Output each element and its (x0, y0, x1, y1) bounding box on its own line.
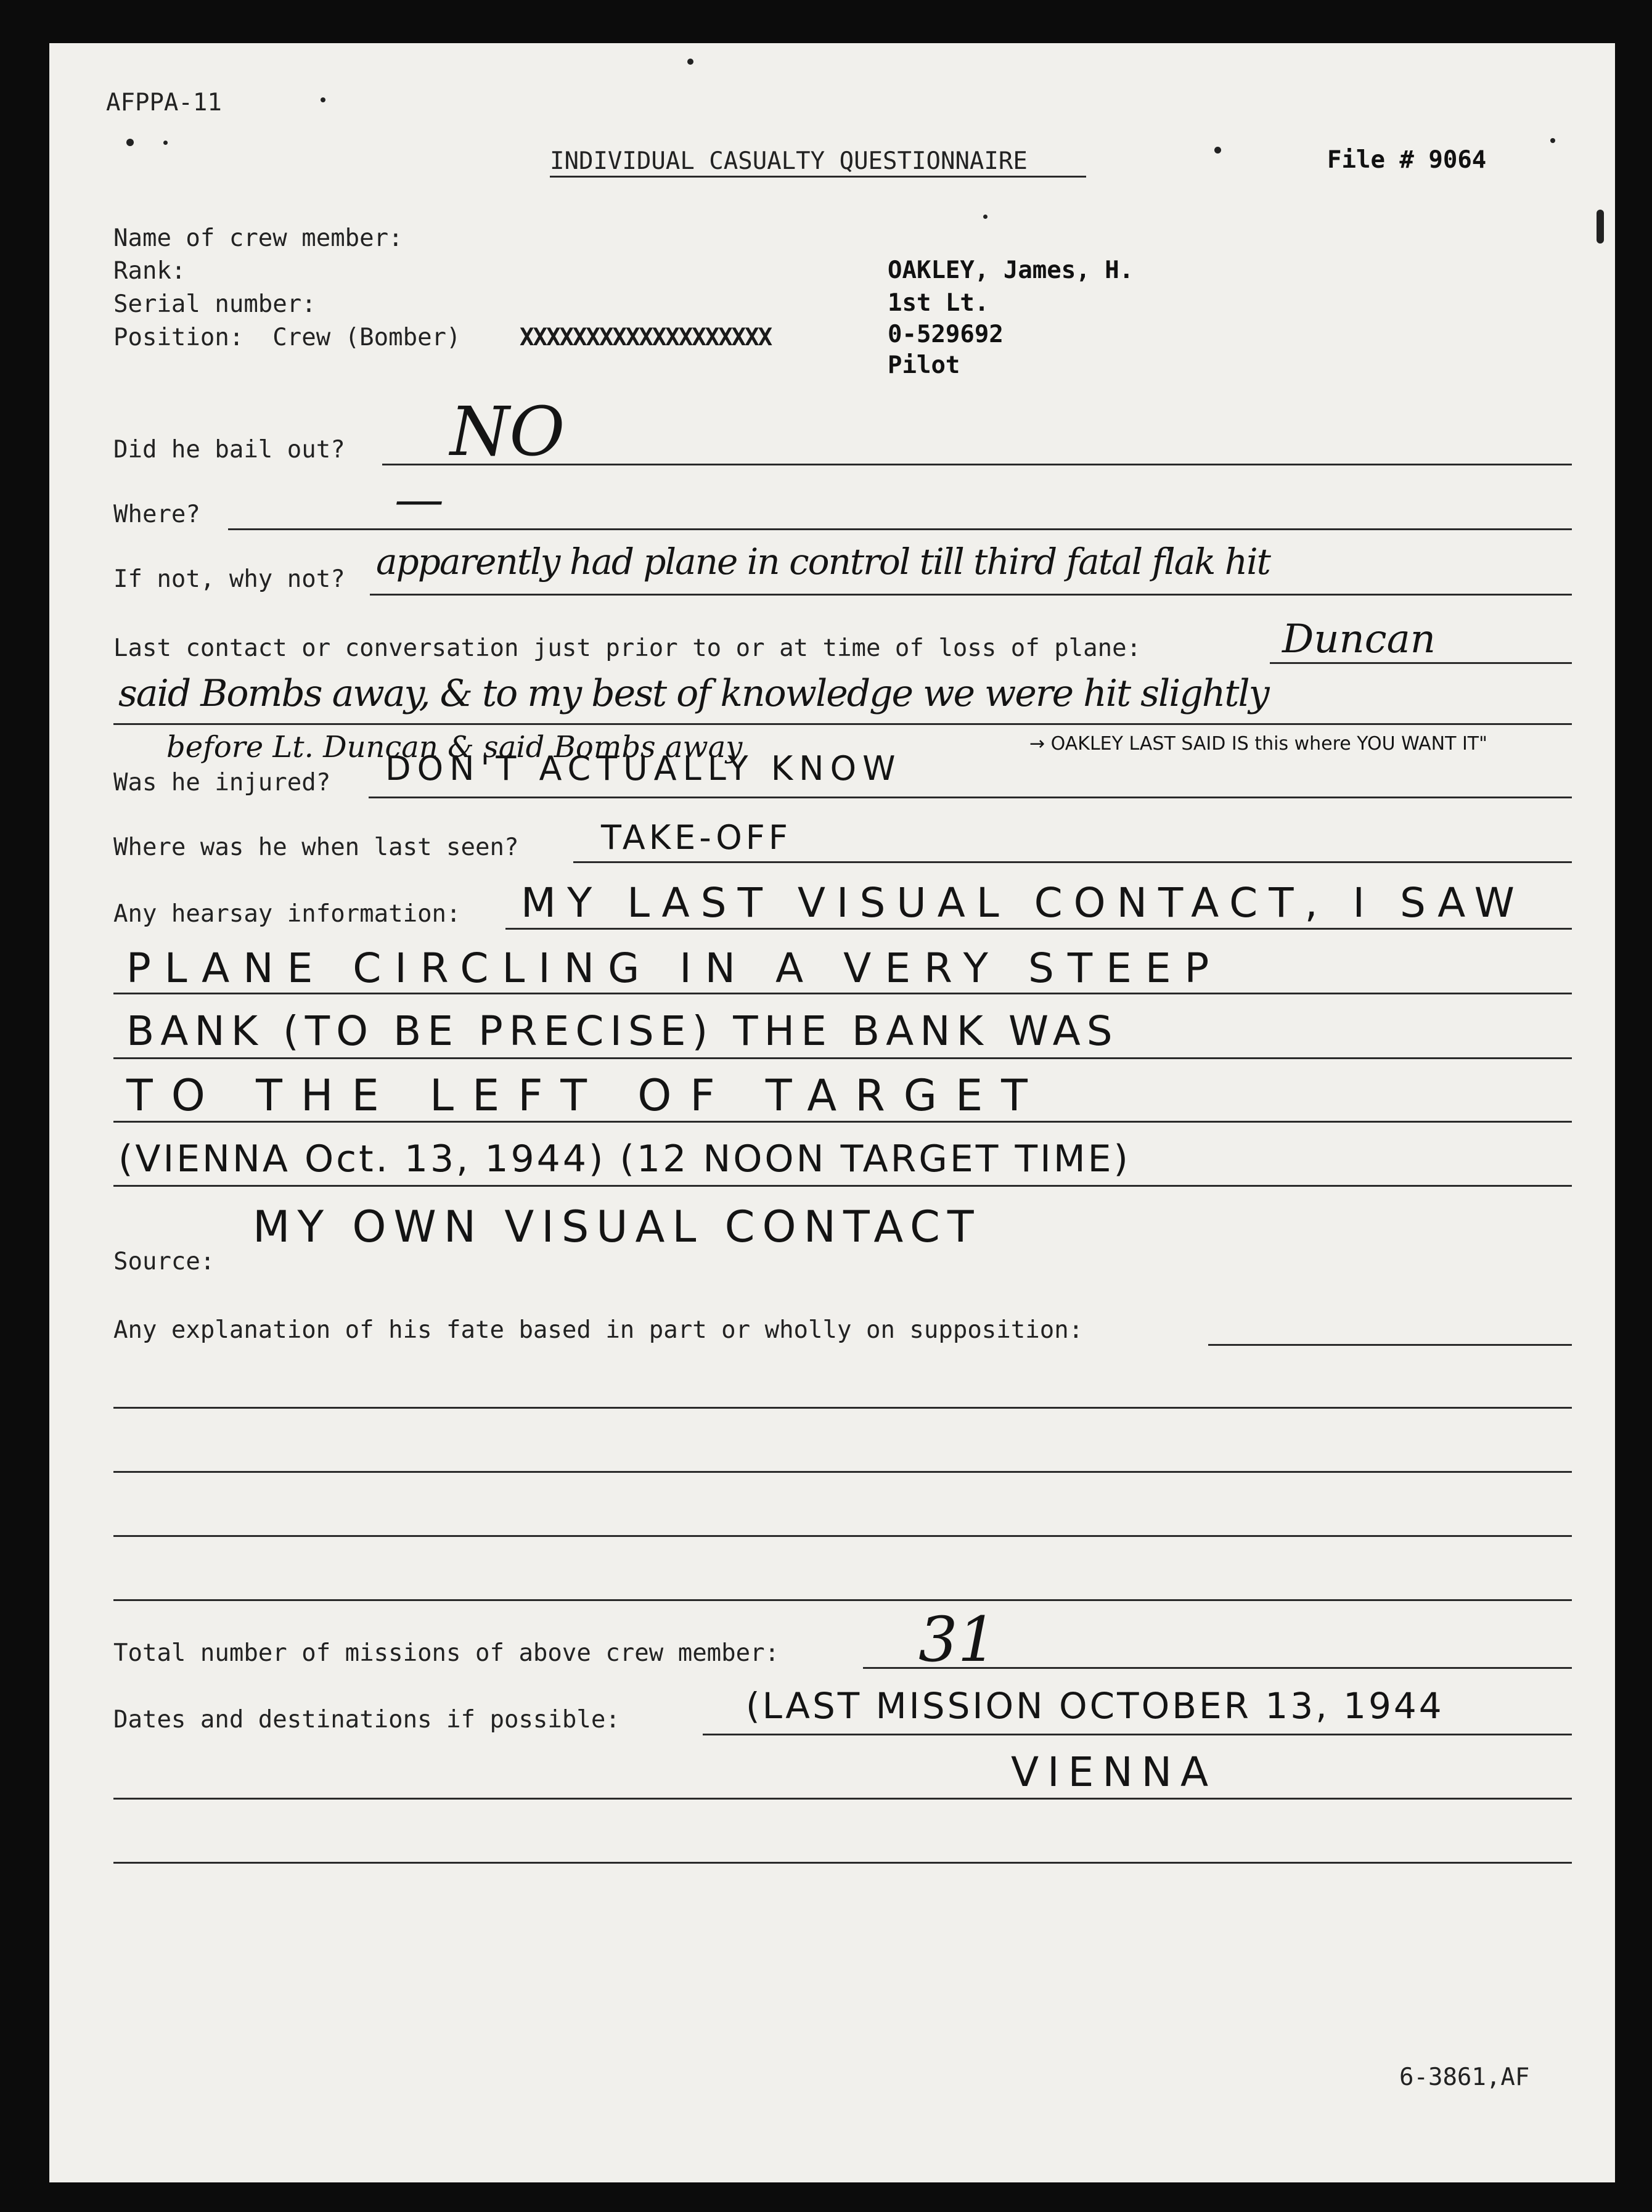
position-label: Position: Crew (Bomber) (113, 324, 461, 351)
serial-label: Serial number: (113, 290, 316, 318)
dates-answer-1: (LAST MISSION OCTOBER 13, 1944 (746, 1685, 1444, 1727)
explanation-line-0 (1208, 1344, 1572, 1346)
last-contact-answer-3: before Lt. Duncan & said Bombs away (166, 730, 743, 764)
last-contact-label: Last contact or conversation just prior to or at time of loss of plane: (113, 634, 1142, 662)
hearsay-answer-3: BANK (TO BE PRECISE) THE BANK WAS (126, 1007, 1119, 1055)
scan-speck (983, 215, 988, 219)
serial-value: 0-529692 (888, 321, 1004, 348)
dates-line-3 (113, 1862, 1572, 1864)
hearsay-line-5 (113, 1185, 1572, 1187)
explanation-label: Any explanation of his fate based in part or wholly on supposition: (113, 1316, 1084, 1344)
scan-speck (687, 59, 693, 65)
last-contact-answer-2: said Bombs away, & to my best of knowledge we were hit slightly (118, 672, 1269, 715)
scan-blot (1597, 210, 1604, 244)
source-answer: MY OWN VISUAL CONTACT (253, 1202, 981, 1252)
last-seen-line (573, 861, 1572, 863)
rank-value: 1st Lt. (888, 289, 989, 317)
why-not-answer: apparently had plane in control till third fatal flak hit (376, 541, 1270, 583)
source-label: Source: (113, 1248, 215, 1276)
hearsay-line-3 (113, 1057, 1572, 1059)
rank-label: Rank: (113, 257, 186, 285)
last-seen-answer: TAKE-OFF (601, 818, 791, 857)
scan-speck (1550, 138, 1555, 143)
bail-out-answer: NO (450, 392, 565, 471)
hearsay-answer-1: MY LAST VISUAL CONTACT, I SAW (521, 879, 1526, 927)
explanation-line-1 (113, 1407, 1572, 1409)
position-value: Pilot (888, 351, 960, 379)
position-redacted: XXXXXXXXXXXXXXXXXXX (520, 324, 772, 351)
where-answer: — (395, 470, 444, 528)
last-contact-line-1 (1270, 662, 1572, 664)
where-line (228, 528, 1572, 530)
dates-line-2 (113, 1798, 1572, 1800)
injured-line (369, 797, 1572, 798)
scan-speck (1214, 147, 1221, 154)
explanation-line-4 (113, 1599, 1572, 1601)
form-title: INDIVIDUAL CASUALTY QUESTIONNAIRE (550, 147, 1028, 175)
form-code: AFPPA-11 (106, 89, 222, 117)
where-label: Where? (113, 501, 200, 528)
total-missions-label: Total number of missions of above crew member: (113, 1639, 780, 1667)
if-not-label: If not, why not? (113, 565, 345, 593)
hearsay-line-2 (113, 993, 1572, 994)
hearsay-label: Any hearsay information: (113, 900, 461, 928)
scan-speck (321, 97, 325, 102)
dates-answer-2: VIENNA (1011, 1748, 1217, 1796)
last-contact-answer-1: Duncan (1282, 616, 1436, 662)
bail-out-label: Did he bail out? (113, 436, 345, 464)
dates-line-1 (703, 1734, 1572, 1735)
explanation-line-3 (113, 1535, 1572, 1537)
total-missions-answer: 31 (918, 1604, 997, 1676)
footer-code: 6-3861,AF (1399, 2063, 1530, 2091)
hearsay-line-1 (505, 928, 1572, 930)
explanation-line-2 (113, 1471, 1572, 1473)
file-number: File # 9064 (1327, 146, 1487, 174)
injured-answer: DON'T ACTUALLY KNOW (385, 749, 902, 788)
dates-label: Dates and destinations if possible: (113, 1706, 620, 1734)
last-seen-label: Where was he when last seen? (113, 834, 519, 861)
scan-speck (126, 139, 134, 146)
hearsay-line-4 (113, 1121, 1572, 1123)
last-contact-note: → OAKLEY LAST SAID IS this where YOU WANT IT" (1029, 733, 1487, 755)
if-not-line (370, 594, 1572, 596)
title-underline (550, 176, 1086, 178)
hearsay-answer-2: PLANE CIRCLING IN A VERY STEEP (126, 944, 1223, 992)
last-contact-line-2 (113, 723, 1572, 725)
hearsay-answer-4: TO THE LEFT OF TARGET (126, 1070, 1046, 1121)
form-paper (49, 43, 1615, 2182)
injured-label: Was he injured? (113, 769, 331, 797)
name-label: Name of crew member: (113, 224, 403, 252)
name-value: OAKLEY, James, H. (888, 256, 1134, 284)
scan-speck (163, 141, 168, 145)
hearsay-answer-5: (VIENNA Oct. 13, 1944) (12 NOON TARGET TIME) (118, 1137, 1131, 1181)
